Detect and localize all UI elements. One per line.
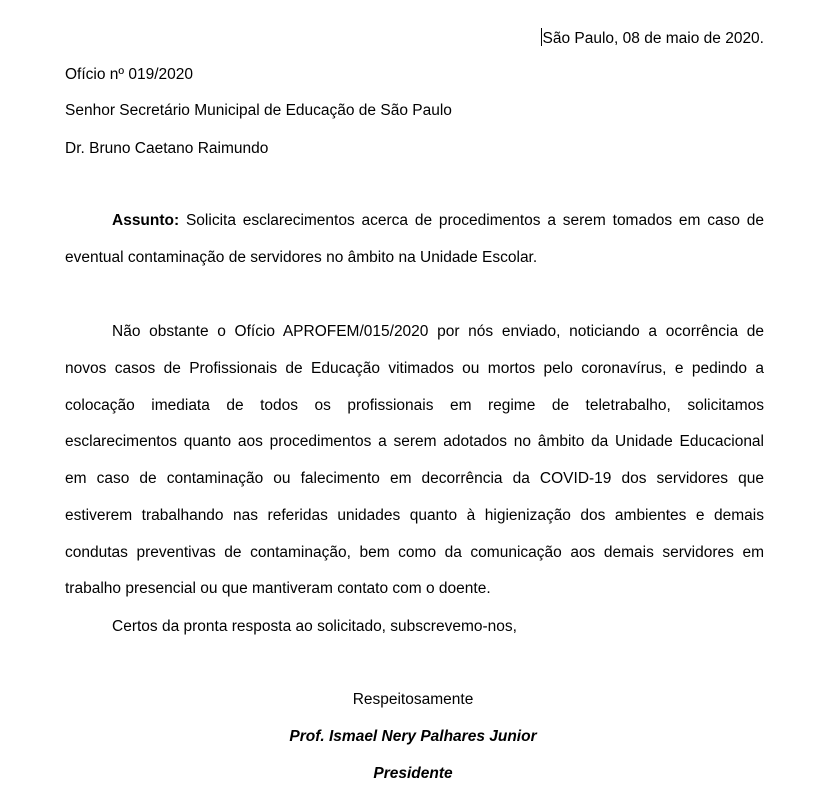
body-line: esclarecimentos quanto aos procedimentos a serem adotados no âmbito da Unidade Educacional <box>65 433 764 450</box>
subject-line-1 <box>65 211 764 231</box>
signatory-role: Presidente <box>373 765 453 782</box>
signatory-name: Prof. Ismael Nery Palhares Junior <box>289 728 537 745</box>
letter-date <box>541 28 764 49</box>
salutation: Respeitosamente <box>352 691 474 708</box>
subject-line-2: eventual contaminação de servidores no âmbito na Unidade Escolar. <box>65 249 538 266</box>
closing-line: Certos da pronta resposta ao solicitado, subscrevemo-nos, <box>112 618 517 635</box>
recipient-name: Dr. Bruno Caetano Raimundo <box>65 140 269 157</box>
body-line: condutas preventivas de contaminação, bem como da comunicação aos demais servidores em <box>65 544 764 561</box>
reference-number: Ofício nº 019/2020 <box>65 66 194 83</box>
subject-label: Assunto: <box>112 212 180 229</box>
body-line: novos casos de Profissionais de Educação vitimados ou mortos pelo coronavírus, e pedindo a <box>65 360 764 377</box>
body-line: em caso de contaminação ou falecimento em decorrência da COVID-19 dos servidores que <box>65 470 764 487</box>
body-line: estiverem trabalhando nas referidas unidades quanto à higienização dos ambientes e demais <box>65 507 764 524</box>
recipient-title: Senhor Secretário Municipal de Educação de São Paulo <box>65 102 452 119</box>
body-line: Não obstante o Ofício APROFEM/015/2020 por nós enviado, noticiando a ocorrência de <box>112 323 764 340</box>
subject-text: Solicita esclarecimentos acerca de procedimentos a serem tomados em caso de <box>179 212 764 229</box>
letter-date-text: São Paulo, 08 de maio de 2020. <box>542 30 764 47</box>
body-line: colocação imediata de todos os profissionais em regime de teletrabalho, solicitamos <box>65 397 764 414</box>
text-cursor <box>541 28 542 46</box>
body-line: trabalho presencial ou que mantiveram contato com o doente. <box>65 580 491 597</box>
